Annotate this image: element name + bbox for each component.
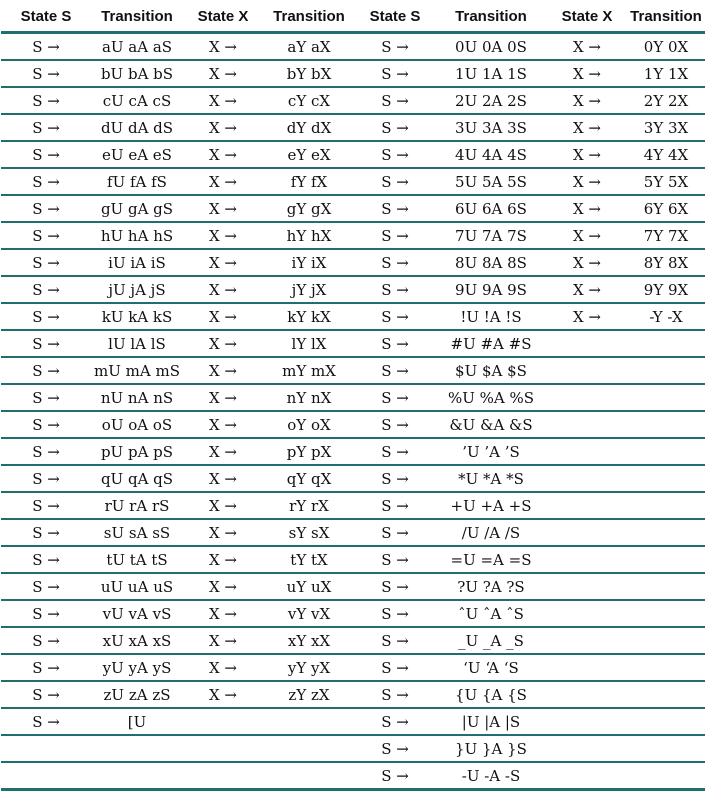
table-cell: S → — [355, 87, 435, 114]
header-transition-2: Transition — [263, 1, 355, 33]
table-cell: S → — [1, 708, 91, 735]
table-row — [1, 735, 705, 762]
table-cell: $U $A $S — [435, 357, 547, 384]
table-cell: uU uA uS — [91, 573, 183, 600]
table-cell: X → — [547, 87, 627, 114]
table-cell: %U %A %S — [435, 384, 547, 411]
table-cell: X → — [547, 249, 627, 276]
table-cell: oU oA oS — [91, 411, 183, 438]
table-row — [1, 627, 705, 654]
table-row — [1, 195, 705, 222]
table-cell: rU rA rS — [91, 492, 183, 519]
table-cell: X → — [183, 411, 263, 438]
table-cell — [627, 654, 705, 681]
table-row — [1, 519, 705, 546]
table-cell: S → — [1, 492, 91, 519]
table-cell: X → — [183, 249, 263, 276]
table-cell: X → — [183, 573, 263, 600]
table-cell: S → — [355, 465, 435, 492]
table-cell — [627, 492, 705, 519]
table-cell: zU zA zS — [91, 681, 183, 708]
table-cell: X → — [183, 222, 263, 249]
table-cell — [91, 762, 183, 790]
table-cell: oY oX — [263, 411, 355, 438]
table-cell: S → — [355, 114, 435, 141]
table-cell: 3U 3A 3S — [435, 114, 547, 141]
table-cell — [263, 708, 355, 735]
table-cell: }U }A }S — [435, 735, 547, 762]
table-cell: vU vA vS — [91, 600, 183, 627]
table-cell: X → — [183, 357, 263, 384]
table-cell: 7U 7A 7S — [435, 222, 547, 249]
table-cell: fY fX — [263, 168, 355, 195]
table-cell: S → — [1, 627, 91, 654]
table-cell: qU qA qS — [91, 465, 183, 492]
table-cell — [627, 465, 705, 492]
table-cell: S → — [355, 627, 435, 654]
table-cell: 0U 0A 0S — [435, 33, 547, 61]
table-cell: X → — [547, 195, 627, 222]
table-cell: 6U 6A 6S — [435, 195, 547, 222]
table-cell — [547, 357, 627, 384]
table-cell: dU dA dS — [91, 114, 183, 141]
table-cell — [547, 735, 627, 762]
table-cell: tY tX — [263, 546, 355, 573]
table-cell — [547, 492, 627, 519]
table-cell: mU mA mS — [91, 357, 183, 384]
table-row — [1, 330, 705, 357]
table-cell: S → — [1, 87, 91, 114]
table-cell: X → — [183, 330, 263, 357]
table-row — [1, 357, 705, 384]
table-cell: cU cA cS — [91, 87, 183, 114]
table-cell: hY hX — [263, 222, 355, 249]
table-cell: mY mX — [263, 357, 355, 384]
table-cell: -U -A -S — [435, 762, 547, 790]
table-cell: X → — [183, 654, 263, 681]
table-cell — [183, 762, 263, 790]
table-cell — [1, 762, 91, 790]
table-cell: S → — [355, 708, 435, 735]
table-cell: S → — [1, 33, 91, 61]
table-cell: S → — [355, 168, 435, 195]
table-cell: X → — [547, 222, 627, 249]
table-cell: S → — [1, 276, 91, 303]
table-cell: S → — [355, 492, 435, 519]
table-cell: 1Y 1X — [627, 60, 705, 87]
table-cell: jY jX — [263, 276, 355, 303]
table-cell: ’U ’A ’S — [435, 438, 547, 465]
table-cell: kU kA kS — [91, 303, 183, 330]
table-cell: X → — [547, 114, 627, 141]
table-cell: dY dX — [263, 114, 355, 141]
table-cell — [183, 708, 263, 735]
table-cell: yU yA yS — [91, 654, 183, 681]
table-cell: S → — [1, 357, 91, 384]
header-transition-3: Transition — [435, 1, 547, 33]
table-cell: -Y -X — [627, 303, 705, 330]
table-cell: uY uX — [263, 573, 355, 600]
transition-table — [1, 1, 705, 791]
table-cell — [627, 357, 705, 384]
table-cell: S → — [1, 465, 91, 492]
table-cell: eU eA eS — [91, 141, 183, 168]
table-cell: sY sX — [263, 519, 355, 546]
table-row — [1, 465, 705, 492]
table-cell: jU jA jS — [91, 276, 183, 303]
table-cell: S → — [1, 573, 91, 600]
table-row — [1, 114, 705, 141]
table-cell: |U |A |S — [435, 708, 547, 735]
table-cell: bU bA bS — [91, 60, 183, 87]
table-cell: X → — [183, 627, 263, 654]
table-cell — [627, 681, 705, 708]
table-cell: 9Y 9X — [627, 276, 705, 303]
table-row — [1, 168, 705, 195]
table-cell: aY aX — [263, 33, 355, 61]
table-cell: bY bX — [263, 60, 355, 87]
table-cell: X → — [183, 114, 263, 141]
table-cell: S → — [355, 222, 435, 249]
table-cell: X → — [547, 33, 627, 61]
table-cell — [627, 573, 705, 600]
table-cell: [U — [91, 708, 183, 735]
table-cell — [547, 681, 627, 708]
table-cell: 6Y 6X — [627, 195, 705, 222]
table-cell: X → — [183, 195, 263, 222]
table-row — [1, 762, 705, 790]
table-cell: #U #A #S — [435, 330, 547, 357]
table-row — [1, 222, 705, 249]
table-cell: S → — [355, 546, 435, 573]
table-cell: S → — [1, 519, 91, 546]
table-cell: S → — [355, 411, 435, 438]
table-cell: S → — [355, 681, 435, 708]
table-cell: S → — [355, 33, 435, 61]
table-cell: X → — [183, 141, 263, 168]
table-cell: X → — [183, 492, 263, 519]
table-cell — [627, 330, 705, 357]
table-cell: {U {A {S — [435, 681, 547, 708]
table-row — [1, 492, 705, 519]
table-row — [1, 546, 705, 573]
table-cell — [627, 384, 705, 411]
table-row — [1, 33, 705, 61]
table-cell: S → — [1, 195, 91, 222]
table-cell: 8Y 8X — [627, 249, 705, 276]
table-cell: 9U 9A 9S — [435, 276, 547, 303]
table-cell: 8U 8A 8S — [435, 249, 547, 276]
table-cell — [547, 438, 627, 465]
header-state-s-1: State S — [1, 1, 91, 33]
table-row — [1, 303, 705, 330]
table-cell: X → — [183, 168, 263, 195]
table-cell: 4U 4A 4S — [435, 141, 547, 168]
table-cell: nU nA nS — [91, 384, 183, 411]
table-cell: =U =A =S — [435, 546, 547, 573]
table-cell — [627, 600, 705, 627]
table-cell: S → — [355, 735, 435, 762]
table-cell: X → — [183, 384, 263, 411]
table-cell: 3Y 3X — [627, 114, 705, 141]
table-cell: S → — [355, 303, 435, 330]
table-cell: lU lA lS — [91, 330, 183, 357]
table-cell: X → — [183, 303, 263, 330]
table-cell: +U +A +S — [435, 492, 547, 519]
table-cell: X → — [547, 141, 627, 168]
table-cell: pY pX — [263, 438, 355, 465]
table-row — [1, 438, 705, 465]
table-row — [1, 87, 705, 114]
table-cell: 5Y 5X — [627, 168, 705, 195]
table-cell: X → — [183, 87, 263, 114]
table-row — [1, 411, 705, 438]
table-cell: ˆU ˆA ˆS — [435, 600, 547, 627]
table-cell: S → — [1, 411, 91, 438]
table-row — [1, 573, 705, 600]
table-cell: X → — [183, 600, 263, 627]
header-row — [1, 1, 705, 33]
table-cell — [627, 519, 705, 546]
table-cell: gU gA gS — [91, 195, 183, 222]
table-cell: S → — [355, 276, 435, 303]
table-cell: &U &A &S — [435, 411, 547, 438]
table-cell — [547, 573, 627, 600]
table-cell: S → — [1, 114, 91, 141]
table-cell — [547, 411, 627, 438]
table-cell: S → — [355, 573, 435, 600]
table-cell — [263, 735, 355, 762]
table-body — [1, 33, 705, 790]
table-cell: xY xX — [263, 627, 355, 654]
table-cell: 2Y 2X — [627, 87, 705, 114]
table-cell: S → — [355, 330, 435, 357]
table-cell: S → — [355, 60, 435, 87]
table-cell: fU fA fS — [91, 168, 183, 195]
table-cell: X → — [183, 519, 263, 546]
header-transition-1: Transition — [91, 1, 183, 33]
table-cell: kY kX — [263, 303, 355, 330]
table-cell: S → — [355, 654, 435, 681]
table-cell: vY vX — [263, 600, 355, 627]
table-cell: S → — [355, 195, 435, 222]
table-cell: S → — [355, 141, 435, 168]
table-cell — [91, 735, 183, 762]
table-cell: eY eX — [263, 141, 355, 168]
table-cell: S → — [1, 438, 91, 465]
table-cell: hU hA hS — [91, 222, 183, 249]
table-cell: X → — [183, 60, 263, 87]
table-cell: ?U ?A ?S — [435, 573, 547, 600]
table-cell: S → — [355, 357, 435, 384]
table-cell — [627, 627, 705, 654]
table-cell: S → — [1, 168, 91, 195]
table-cell: iU iA iS — [91, 249, 183, 276]
table-cell — [547, 330, 627, 357]
table-cell — [547, 762, 627, 790]
table-cell: X → — [547, 168, 627, 195]
table-cell: S → — [1, 303, 91, 330]
table-cell — [627, 546, 705, 573]
table-cell: S → — [1, 681, 91, 708]
table-cell: cY cX — [263, 87, 355, 114]
header-transition-4: Transition — [627, 1, 705, 33]
header-state-s-2: State S — [355, 1, 435, 33]
table-cell — [183, 735, 263, 762]
table-cell: S → — [355, 249, 435, 276]
table-row — [1, 141, 705, 168]
table-cell: X → — [183, 33, 263, 61]
table-cell: 7Y 7X — [627, 222, 705, 249]
table-cell — [263, 762, 355, 790]
table-cell: rY rX — [263, 492, 355, 519]
table-cell — [627, 438, 705, 465]
table-cell — [627, 411, 705, 438]
table-cell: S → — [1, 330, 91, 357]
table-cell: S → — [1, 546, 91, 573]
table-cell: 5U 5A 5S — [435, 168, 547, 195]
table-cell: 1U 1A 1S — [435, 60, 547, 87]
table-cell: X → — [183, 276, 263, 303]
table-row — [1, 249, 705, 276]
table-cell — [547, 546, 627, 573]
table-cell: X → — [547, 303, 627, 330]
table-row — [1, 600, 705, 627]
grammar-table-container — [1, 1, 705, 791]
table-cell: xU xA xS — [91, 627, 183, 654]
table-row — [1, 708, 705, 735]
table-cell: S → — [1, 60, 91, 87]
table-cell — [627, 735, 705, 762]
table-row — [1, 276, 705, 303]
table-cell — [547, 600, 627, 627]
table-cell: S → — [355, 384, 435, 411]
table-cell: 0Y 0X — [627, 33, 705, 61]
table-cell: pU pA pS — [91, 438, 183, 465]
table-cell: X → — [183, 681, 263, 708]
header-state-x-1: State X — [183, 1, 263, 33]
table-cell — [547, 384, 627, 411]
table-row — [1, 384, 705, 411]
table-row — [1, 60, 705, 87]
table-cell: tU tA tS — [91, 546, 183, 573]
table-cell: qY qX — [263, 465, 355, 492]
table-cell: _U _A _S — [435, 627, 547, 654]
table-cell: X → — [183, 465, 263, 492]
table-cell: !U !A !S — [435, 303, 547, 330]
table-cell: 4Y 4X — [627, 141, 705, 168]
table-cell: X → — [183, 438, 263, 465]
table-cell: S → — [1, 141, 91, 168]
table-cell: lY lX — [263, 330, 355, 357]
table-cell — [547, 519, 627, 546]
table-cell: gY gX — [263, 195, 355, 222]
table-cell: aU aA aS — [91, 33, 183, 61]
table-cell — [1, 735, 91, 762]
table-cell: S → — [355, 600, 435, 627]
table-cell: S → — [1, 384, 91, 411]
table-cell: X → — [547, 276, 627, 303]
table-cell: 2U 2A 2S — [435, 87, 547, 114]
table-cell — [627, 762, 705, 790]
table-row — [1, 681, 705, 708]
table-cell: S → — [1, 249, 91, 276]
table-cell: S → — [1, 600, 91, 627]
table-cell: X → — [183, 546, 263, 573]
table-cell: iY iX — [263, 249, 355, 276]
table-cell: nY nX — [263, 384, 355, 411]
table-cell: sU sA sS — [91, 519, 183, 546]
table-cell: S → — [355, 519, 435, 546]
table-cell: /U /A /S — [435, 519, 547, 546]
table-cell — [547, 465, 627, 492]
table-cell: X → — [547, 60, 627, 87]
table-cell: *U *A *S — [435, 465, 547, 492]
table-cell — [547, 708, 627, 735]
table-row — [1, 654, 705, 681]
table-cell: S → — [355, 762, 435, 790]
table-cell: S → — [355, 438, 435, 465]
table-cell: S → — [1, 654, 91, 681]
table-cell: yY yX — [263, 654, 355, 681]
header-state-x-2: State X — [547, 1, 627, 33]
table-cell — [627, 708, 705, 735]
table-cell: S → — [1, 222, 91, 249]
table-cell: ‘U ‘A ‘S — [435, 654, 547, 681]
table-cell — [547, 654, 627, 681]
table-cell: zY zX — [263, 681, 355, 708]
table-cell — [547, 627, 627, 654]
